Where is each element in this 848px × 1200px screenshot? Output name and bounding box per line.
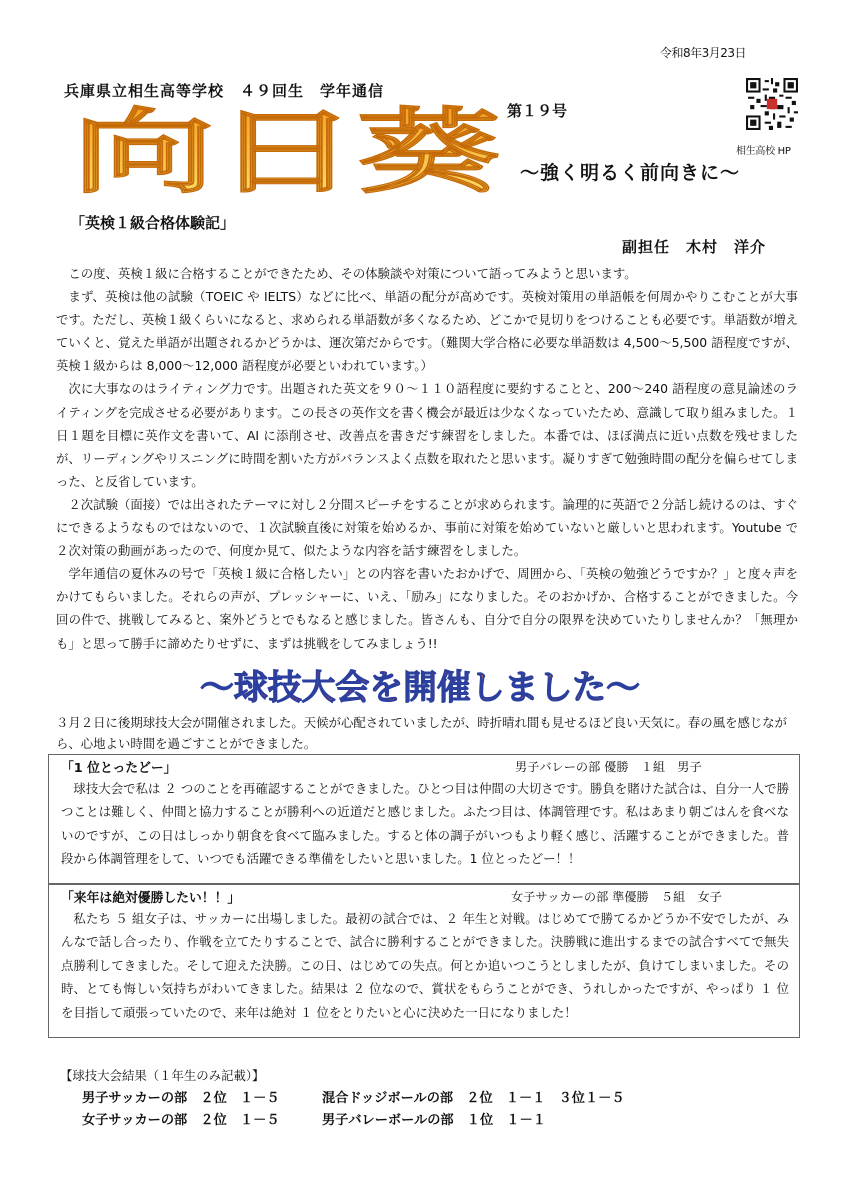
school-name: 兵庫県立相生高等学校 ４９回生 学年通信	[64, 82, 385, 100]
newsletter-title	[66, 100, 506, 198]
comment-box	[48, 884, 800, 1038]
article-paragraph: ２次試験（面接）では出されたテーマに対し２分間スピーチをすることが求められます。論理的に英語で２分話し続けるのは、すぐにできるようなものではないので、１次試験直後に対策を始めるか、事前に対策を始めていないと厳しいと思われます。Youtube で２次対策の動画があったので、何度か見て、似たような内容を話す練習をしました。	[56, 496, 798, 559]
sports-section-title	[120, 655, 720, 715]
article-body	[56, 262, 798, 655]
newsletter-title-text: 向日葵	[72, 100, 500, 198]
result-item: 混合ドッジボールの部 ２位 １－１ ３位１－５	[322, 1091, 625, 1106]
comment-heading: 「来年は絶対優勝したい！！」	[61, 891, 241, 906]
comment-heading: 「1 位とったどー」	[61, 761, 177, 776]
article-paragraph: この度、英検１級に合格することができたため、その体験談や対策について語ってみようと思います。	[68, 266, 637, 281]
comment-text: 球技大会で私は ２ つのことを再確認することができました。ひとつ目は仲間の大切さです。勝負を賭けた試合は、自分一人で勝つことは難しく、仲間と協力することが勝利への近道だと感じました。ふたつ目は、体調管理です。私はあまり朝ごはんを食べないのですが、この日はしっかり朝食を食べて臨みました。すると体の調子がいつもより軽く感じ、活躍することができました。普段から体調管理をして、いつでも活躍できる準備をしたいと思いました。1 位とったどー！！	[61, 781, 789, 867]
result-item: 男子バレーボールの部 １位 １－１	[322, 1113, 546, 1128]
comment-box	[48, 754, 800, 884]
qr-code-icon	[746, 78, 798, 130]
sports-intro: ３月２日に後期球技大会が開催されました。天候が心配されていましたが、時折晴れ間も見せるほど良い天気に。春の風を感じながら、心地よい時間を過ごすことができました。	[56, 715, 788, 751]
result-item: 男子サッカーの部 ２位 １－５	[82, 1091, 280, 1106]
article-heading: 「英検１級合格体験記」	[70, 214, 236, 232]
article-author: 副担任 木村 洋介	[622, 238, 767, 256]
issue-number: 第１９号	[507, 102, 568, 120]
comment-text: 私たち ５ 組女子は、サッカーに出場しました。最初の試合では、２ 年生と対戦。はじめてで勝てるかどうか不安でしたが、みんなで話し合ったり、作戦を立てたりすることで、試合に勝利することができました。決勝戦に進出するまでの試合すべてで無失点勝利してきました。そして迎えた決勝。この日、はじめての失点。何とか追いつこうとしましたが、負けてしまいました。その時、とても悔しい気持ちがわいてきました。結果は ２ 位なので、賞状をもらうことができ、うれしかったですが、やっぱり １ 位を目指して頑張っていたので、来年は絶対 １ 位をとりたいと心に決めた一日になりました！	[61, 911, 789, 1020]
comment-team: 男子バレーの部 優勝 １組 男子	[515, 760, 702, 774]
issue-date: 令和8年3月23日	[660, 46, 747, 60]
comment-header	[61, 757, 789, 777]
article-paragraph: 次に大事なのはライティング力です。出題された英文を９０～１１０語程度に要約することと、200～240 語程度の意見論述のライティングを完成させる必要があります。この長さの英作文を書く機会が最近は少なくなっていたため、意識して取り組みました。１日１題を目標に英作文を書いて、AI に添削させ、改善点を書きだす練習をしました。本番では、ほぼ満点に近い点数を残せましたが、リーディングやリスニングに時間を割いた方がバランスよく点数を取れたと思います。凝りすぎて勉強時間の配分を偏らせてしまった、と反省しています。	[56, 381, 798, 489]
sports-section-title-text: ～球技大会を開催しました～	[200, 668, 640, 708]
results-heading: 【球技大会結果（１年生のみ記載）】	[60, 1068, 265, 1083]
qr-code-label: 相生高校 HP	[736, 146, 791, 157]
article-paragraph: 学年通信の夏休みの号で「英検１級に合格したい」との内容を書いたおかげで、周囲から、「英検の勉強どうですか？」と度々声をかけてもらいました。それらの声が、プレッシャーに、いえ、「励み」になりました。そのおかげか、合格することができました。今回の件で、挑戦してみると、案外どうとでもなると感じました。皆さんも、自分で自分の限界を決めていたりしませんか？「無理かも」と思って勝手に諦めたりせずに、まずは挑戦をしてみましょう!!	[56, 566, 798, 651]
result-item: 女子サッカーの部 ２位 １－５	[82, 1113, 280, 1128]
comment-team: 女子サッカーの部 準優勝 ５組 女子	[511, 890, 722, 904]
article-paragraph: まず、英検は他の試験（TOEIC や IELTS）などに比べ、単語の配分が高めです。英検対策用の単語帳を何周かやりこむことが大事です。ただし、英検１級くらいになると、求められる単語数が多くなるため、どこかで見切りをつけることも必要です。単語数が増えていくと、覚えた単語が出題されるかどうかは、運次第だからです。（難関大学合格に必要な単語数は 4,500～5,500 語程度ですが、英検１級からは 8,000～12,000 語程度が必要といわれています。）	[56, 289, 798, 374]
motto: ～強く明るく前向きに～	[520, 162, 741, 184]
comment-header	[61, 887, 789, 907]
